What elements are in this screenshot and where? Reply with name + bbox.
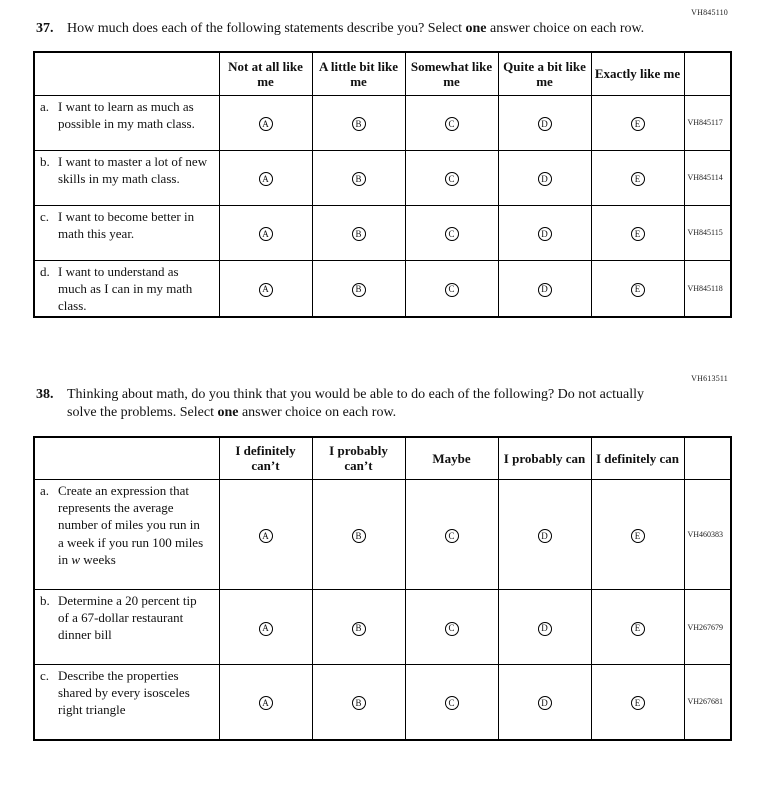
statement-text: I want to become better in math this year.	[58, 208, 195, 241]
row-statement	[58, 592, 209, 643]
question-text-part: answer choice on each row.	[486, 21, 645, 36]
choice-cell	[405, 590, 498, 665]
row-statement	[58, 153, 209, 187]
statement-text: Determine a 20 percent tip of a 67-dollar restaurant dinner bill	[58, 593, 197, 643]
choice-cell	[591, 480, 684, 590]
answer-bubble-a[interactable]: A	[259, 172, 273, 186]
answer-bubble-e[interactable]: E	[631, 622, 645, 636]
choice-cell	[312, 590, 405, 665]
statement-cell	[34, 260, 219, 317]
question-text	[67, 386, 655, 422]
answer-bubble-d[interactable]: D	[538, 117, 552, 131]
answer-bubble-a[interactable]: A	[259, 283, 273, 297]
answer-bubble-c[interactable]: C	[445, 622, 459, 636]
question-text-bold: one	[465, 21, 487, 36]
question-37-header	[36, 20, 730, 38]
answer-bubble-b[interactable]: B	[352, 696, 366, 710]
answer-bubble-b[interactable]: B	[352, 529, 366, 543]
answer-bubble-c[interactable]: C	[445, 283, 459, 297]
item-code-q38: VH613511	[691, 374, 728, 384]
answer-bubble-e[interactable]: E	[631, 696, 645, 710]
choice-cell	[312, 480, 405, 590]
table-row-q37-d	[34, 260, 731, 317]
q37-table	[33, 51, 732, 318]
question-38-section	[33, 374, 730, 740]
question-38-header	[36, 386, 730, 422]
choice-cell	[219, 590, 312, 665]
statement-cell	[34, 590, 219, 665]
column-header: Quite a bit like me	[498, 52, 591, 95]
statement-text: Describe the properties shared by every isosceles right triangle	[58, 668, 190, 718]
choice-cell	[312, 95, 405, 150]
item-code: VH460383	[684, 480, 731, 590]
choice-cell	[405, 260, 498, 317]
table-row-q37-c	[34, 205, 731, 260]
item-code: VH267679	[684, 590, 731, 665]
item-code: VH845115	[684, 205, 731, 260]
statement-cell	[34, 665, 219, 740]
empty-header-cell	[684, 52, 731, 95]
row-letter: b.	[40, 593, 50, 609]
row-letter: c.	[40, 668, 50, 684]
answer-bubble-e[interactable]: E	[631, 117, 645, 131]
column-header: I probably can	[498, 437, 591, 480]
answer-bubble-e[interactable]: E	[631, 529, 645, 543]
column-header: Maybe	[405, 437, 498, 480]
answer-bubble-d[interactable]: D	[538, 283, 552, 297]
item-code: VH845114	[684, 150, 731, 205]
column-header: Somewhat like me	[405, 52, 498, 95]
empty-header-cell	[34, 437, 219, 480]
choice-cell	[219, 480, 312, 590]
answer-bubble-a[interactable]: A	[259, 696, 273, 710]
row-letter: c.	[40, 208, 50, 224]
choice-cell	[219, 95, 312, 150]
answer-bubble-c[interactable]: C	[445, 117, 459, 131]
table-row-q37-a	[34, 95, 731, 150]
question-text	[67, 20, 644, 38]
statement-text: Create an expression that represents the average number of miles you run in a week if you run 100 miles in	[58, 483, 204, 567]
answer-bubble-e[interactable]: E	[631, 172, 645, 186]
choice-cell	[312, 260, 405, 317]
choice-cell	[591, 150, 684, 205]
question-number: 38.	[36, 387, 54, 403]
row-statement	[58, 208, 209, 242]
choice-cell	[498, 205, 591, 260]
column-header: A little bit like me	[312, 52, 405, 95]
question-text-part: How much does each of the following statements describe you? Select	[67, 21, 466, 36]
row-statement	[58, 667, 209, 718]
question-number: 37.	[36, 21, 54, 36]
table-row-q37-b	[34, 150, 731, 205]
answer-bubble-a[interactable]: A	[259, 529, 273, 543]
choice-cell	[498, 260, 591, 317]
answer-bubble-c[interactable]: C	[445, 696, 459, 710]
item-code: VH267681	[684, 665, 731, 740]
answer-bubble-a[interactable]: A	[259, 227, 273, 241]
statement-cell	[34, 205, 219, 260]
choice-cell	[312, 150, 405, 205]
statement-cell	[34, 95, 219, 150]
empty-header-cell	[34, 52, 219, 95]
q38-header-row	[34, 437, 731, 480]
column-header: I definitely can	[591, 437, 684, 480]
table-row-q38-b	[34, 590, 731, 665]
choice-cell	[591, 205, 684, 260]
choice-cell	[405, 205, 498, 260]
answer-bubble-a[interactable]: A	[259, 117, 273, 131]
choice-cell	[498, 480, 591, 590]
choice-cell	[405, 480, 498, 590]
choice-cell	[219, 260, 312, 317]
statement-italic: w	[71, 551, 81, 567]
statement-text: I want to understand as much as I can in my math class.	[58, 263, 193, 313]
q37-header-row	[34, 52, 731, 95]
question-text-part: answer choice on each row.	[238, 405, 397, 421]
answer-bubble-b[interactable]: B	[352, 283, 366, 297]
q38-table	[33, 436, 732, 741]
choice-cell	[498, 665, 591, 740]
answer-bubble-b[interactable]: B	[352, 172, 366, 186]
row-letter: d.	[40, 263, 50, 279]
statement-text: I want to learn as much as possible in my math class.	[58, 98, 195, 131]
row-statement	[58, 98, 209, 132]
choice-cell	[591, 590, 684, 665]
answer-bubble-d[interactable]: D	[538, 227, 552, 241]
item-code: VH845118	[684, 260, 731, 317]
answer-bubble-d[interactable]: D	[538, 622, 552, 636]
choice-cell	[405, 150, 498, 205]
statement-text: weeks	[80, 551, 116, 567]
column-header: I definitely can’t	[219, 437, 312, 480]
answer-bubble-e[interactable]: E	[631, 283, 645, 297]
row-letter: b.	[40, 153, 50, 169]
choice-cell	[219, 150, 312, 205]
answer-bubble-c[interactable]: C	[445, 529, 459, 543]
statement-cell	[34, 480, 219, 590]
column-header: Not at all like me	[219, 52, 312, 95]
choice-cell	[591, 665, 684, 740]
answer-bubble-c[interactable]: C	[445, 172, 459, 186]
choice-cell	[591, 260, 684, 317]
item-code-q37: VH845110	[691, 8, 728, 17]
answer-bubble-b[interactable]: B	[352, 117, 366, 131]
choice-cell	[498, 590, 591, 665]
answer-bubble-b[interactable]: B	[352, 622, 366, 636]
row-statement	[58, 482, 209, 568]
answer-bubble-d[interactable]: D	[538, 696, 552, 710]
row-letter: a.	[40, 483, 50, 499]
column-header: I probably can’t	[312, 437, 405, 480]
answer-bubble-b[interactable]: B	[352, 227, 366, 241]
choice-cell	[312, 205, 405, 260]
answer-bubble-a[interactable]: A	[259, 622, 273, 636]
question-text-bold: one	[217, 405, 239, 421]
question-text-part: Thinking about math, do you think that you would be able to do each of the following? Do not actually solve the problems. Select	[67, 387, 644, 421]
row-letter: a.	[40, 98, 50, 114]
question-37-section	[33, 8, 730, 318]
choice-cell	[219, 665, 312, 740]
answer-bubble-c[interactable]: C	[445, 227, 459, 241]
choice-cell	[219, 205, 312, 260]
table-row-q38-c	[34, 665, 731, 740]
choice-cell	[591, 95, 684, 150]
statement-text: I want to master a lot of new skills in my math class.	[58, 153, 208, 186]
statement-cell	[34, 150, 219, 205]
choice-cell	[312, 665, 405, 740]
choice-cell	[405, 95, 498, 150]
choice-cell	[405, 665, 498, 740]
answer-bubble-e[interactable]: E	[631, 227, 645, 241]
choice-cell	[498, 150, 591, 205]
answer-bubble-d[interactable]: D	[538, 172, 552, 186]
row-statement	[58, 263, 209, 314]
empty-header-cell	[684, 437, 731, 480]
table-row-q38-a	[34, 480, 731, 590]
choice-cell	[498, 95, 591, 150]
answer-bubble-d[interactable]: D	[538, 529, 552, 543]
column-header: Exactly like me	[591, 52, 684, 95]
item-code: VH845117	[684, 95, 731, 150]
